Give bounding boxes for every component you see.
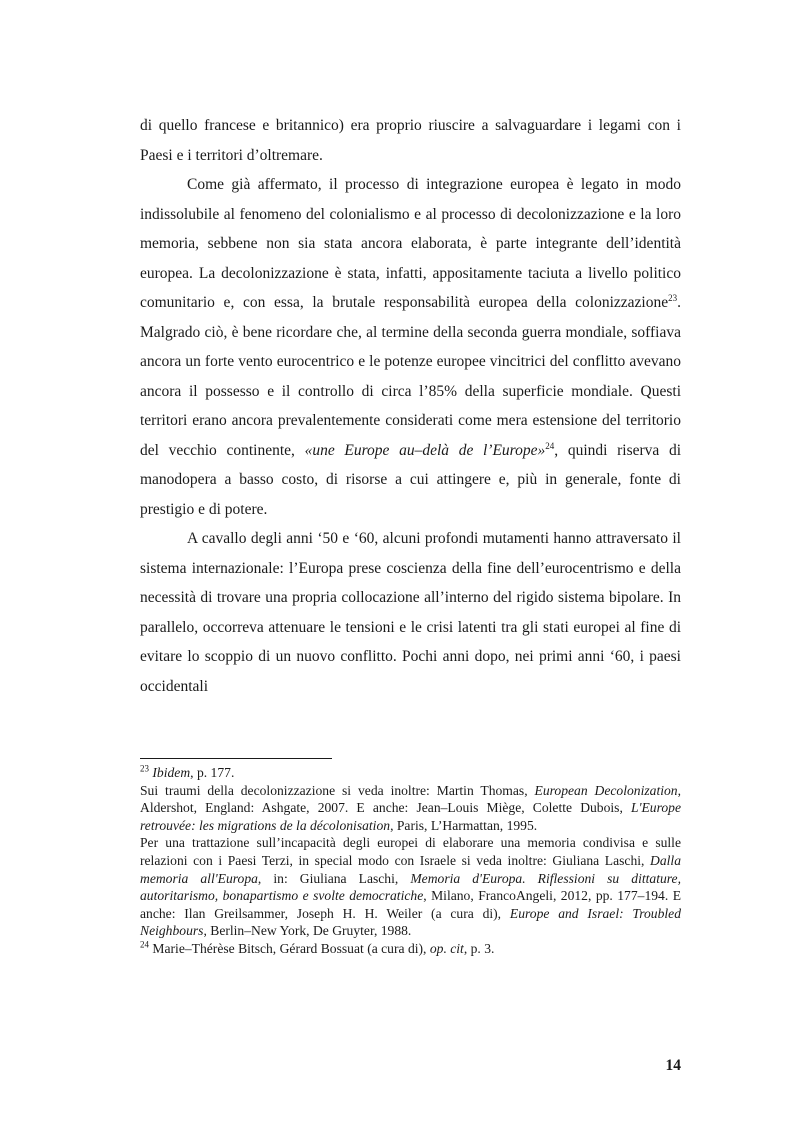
footnote-24 — [140, 940, 681, 958]
footnote-23-text-c: , Paris, L’Harmattan, 1995. — [390, 817, 538, 833]
page-number: 14 — [665, 1057, 681, 1074]
footnote-23-text-g: , Berlin–New York, De Gruyter, 1988. — [203, 923, 412, 939]
footnote-23-line-2 — [140, 782, 681, 835]
footnote-24-op-cit: op. cit — [429, 940, 464, 956]
footnote-23-title-2: L'Europe retrouvée: les migrations de la décolonisation — [140, 800, 681, 833]
footnote-ref-23[interactable]: 23 — [668, 292, 678, 303]
footnote-23-text-b: , Aldershot, England: Ashgate, 2007. E anche: Jean–Louis Miège, Colette Dubois, — [140, 782, 682, 816]
footnote-23-title-1: European Decolonization — [534, 782, 678, 798]
footnote-23-page: , p. 177. — [190, 765, 235, 780]
footnotes — [140, 764, 681, 958]
paragraph-2 — [140, 170, 681, 524]
footnote-24-text-b: , p. 3. — [463, 940, 495, 956]
footnote-23-text-d: Per una trattazione sull’incapacità degli europei di elaborare una memoria condivisa e sulle relazioni con i Paesi Terzi, in special modo con Israele si veda inoltre: Giuliana Laschi, — [140, 835, 681, 868]
paragraph-3-text: A cavallo degli anni ‘50 e ‘60, alcuni profondi mutamenti hanno attraversato il sistema internazionale: l’Europa prese coscienza della fine dell’eurocentrismo e della necessità di trovare una propria collocazione all’interno del rigido sistema bipolare. In parallelo, occorreva attenuare le tensioni e le crisi latenti tra gli stati europei al fine di evitare lo scoppio di un nuovo conflitto. Pochi anni dopo, nei primi anni ‘60, i paesi occidentali — [140, 530, 681, 695]
footnote-23-title-3: Dalla memoria all'Europa — [140, 852, 681, 886]
paragraph-2-text-b: . Malgrado ciò, è bene ricordare che, al termine della seconda guerra mondiale, soffiava ancora un forte vento eurocentrico e le potenze europee vincitrici del conflitto avevano ancora il possesso e il controllo di circa l’85% della superficie mondiale. Questi territori erano ancora prevalentemente considerati come mera estensione del territorio del vecchio continente, — [140, 294, 681, 459]
footnote-23-line-1 — [140, 764, 681, 782]
paragraph-2-text-a: Come già affermato, il processo di integrazione europea è legato in modo indissolubile al fenomeno del colonialismo e al processo di decolonizzazione e la loro memoria, sebbene non sia stata ancora elaborata, è parte integrante dell’identità europea. La decolonizzazione è stata, infatti, appositamente taciuta a livello politico comunitario e, con essa, la brutale responsabilità europea della colonizzazione — [140, 176, 681, 311]
footnote-23-title-5: Europe and Israel: Troubled Neighbours — [140, 905, 682, 939]
body-text — [140, 111, 681, 701]
footnote-23-number: 23 — [140, 763, 149, 774]
footnote-ref-24[interactable]: 24 — [545, 440, 555, 451]
paragraph-3 — [140, 524, 681, 701]
footnote-23-text-e: , in: Giuliana Laschi, — [257, 870, 411, 886]
paragraph-1 — [140, 111, 681, 170]
french-quote: «une Europe au–delà de l’Europe» — [304, 441, 546, 459]
paragraph-2-text-c: , quindi riserva di manodopera a basso costo, di risorse a cui attingere e, più in generale, fonte di prestigio e di potere. — [140, 441, 681, 518]
footnote-24-number: 24 — [140, 939, 149, 950]
footnote-23-line-3 — [140, 834, 681, 940]
paragraph-1-text: di quello francese e britannico) era proprio riuscire a salvaguardare i legami con i Paesi e i territori d’oltremare. — [140, 117, 681, 164]
footnote-23-title-4: Memoria d'Europa. Riflessioni su dittature, autoritarismo, bonapartismo e svolte democratiche — [140, 870, 681, 904]
footnote-24-text-a: Marie–Thérèse Bitsch, Gérard Bossuat (a cura di), — [149, 940, 430, 956]
footnote-23-text-f: , Milano, FrancoAngeli, 2012, pp. 177–194. E anche: Ilan Greilsammer, Joseph H. H. Weiler (a cura di), — [140, 888, 681, 921]
footnote-23-text-a: Sui traumi della decolonizzazione si veda inoltre: Martin Thomas, — [140, 782, 535, 798]
footnote-23-ibidem: Ibidem — [152, 765, 191, 780]
footnote-separator — [140, 758, 332, 759]
